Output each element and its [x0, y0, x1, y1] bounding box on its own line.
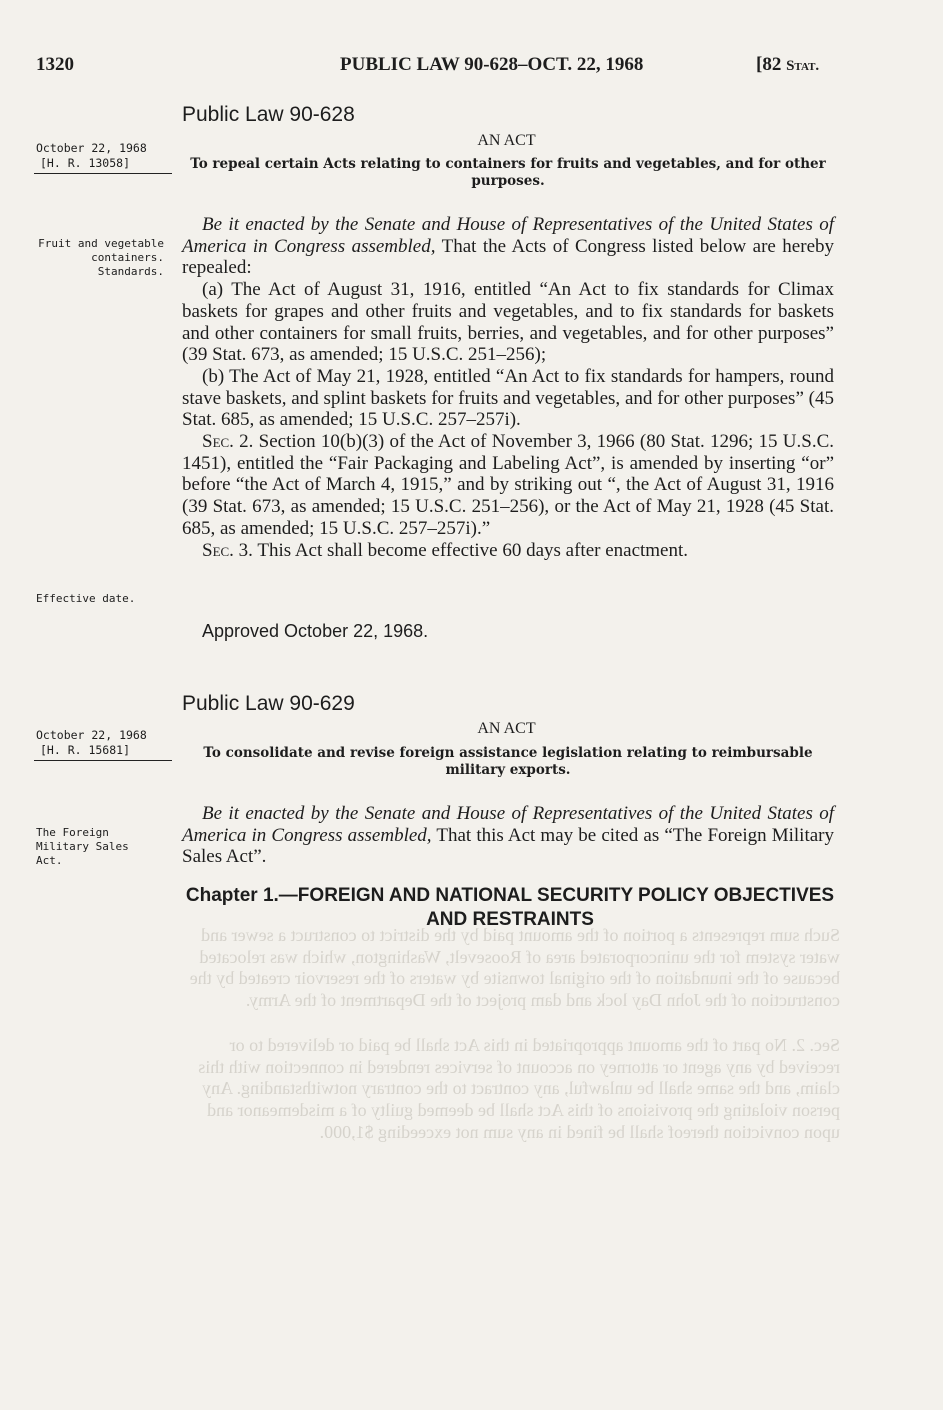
law-1-title: Public Law 90-628 [182, 103, 355, 126]
chapter-1-heading: Chapter 1.—FOREIGN AND NATIONAL SECURITY POLICY OBJECTIVES AND RESTRAINTS [185, 885, 835, 930]
law-1-approved: Approved October 22, 1968. [202, 621, 429, 641]
law-1-enacting-clause: Be it enacted by the Senate and House of Representatives of the United States of America in Congress assembled, That the Acts of Congress listed below are hereby repealed: [182, 214, 835, 279]
law-1-paragraph-b: (b) The Act of May 21, 1928, entitled “An Act to fix standards for hampers, round stave baskets, and splint baskets for fruits and vegetables, and for other purposes” (45 Stat. 685, as amended; 15 U.S.C. 257–257i). [182, 365, 834, 431]
bleed-through-text-2: Sec. 2. No part of the amount appropriated in this Act shall be paid or delivered to or received by any agent or attorney on account of services rendered in connection with this claim, and the same shall be unlawful, any contract to the contrary notwithstanding. Any person violating the provisions of this Act shall be deemed guilty of a misdemeanor and upon conviction thereof shall be fined in any sum not exceeding $1,000. [198, 1035, 840, 1142]
bleed-through-text: Such sum represents a portion of the amount paid by the district to construct a sewer and water system for the unincorporated area of Roosevelt, Washington, which was relocated because of the inundation of the original townsite by waters of the reservoir created by the construction of the John Day lock and dam project of the Department of the Army. [189, 925, 840, 1011]
law-2-bill-number: [H. R. 15681] [40, 743, 131, 757]
law-1-margin-note-standards: Fruit and vegetable containers. Standards. [38, 237, 164, 278]
law-2-title: Public Law 90-629 [182, 692, 355, 715]
law-2-an-act: AN ACT [477, 720, 536, 737]
law-1-body [182, 214, 834, 561]
law-1-margin-rule [34, 173, 172, 174]
page-number: 1320 [36, 54, 74, 75]
statute-reference: [82 Stat. [756, 54, 820, 75]
law-2-margin-note-short-title: The Foreign Military Sales Act. [36, 826, 129, 867]
law-2-enacting-clause: Be it enacted by the Senate and House of Representatives of the United States of America in Congress assembled, That this Act may be cited as “The Foreign Military Sales Act”. [182, 803, 834, 868]
law-1-purpose: To repeal certain Acts relating to containers for fruits and vegetables, and for other purposes. [190, 156, 826, 189]
running-header-title: PUBLIC LAW 90-628–OCT. 22, 1968 [340, 54, 644, 75]
law-1-paragraph-a: (a) The Act of August 31, 1916, entitled “An Act to fix standards for Climax baskets for grapes and other fruits and vegetables, and to fix standards for baskets and other containers for small fruits, berries, and vegetables, and for other purposes” (39 Stat. 673, as amended; 15 U.S.C. 251–256); [182, 279, 834, 366]
law-2-date: October 22, 1968 [36, 728, 147, 742]
law-1-an-act: AN ACT [477, 132, 536, 149]
law-1-section-3: Sec. 3. This Act shall become effective 60 days after enactment. [202, 539, 689, 561]
law-2-margin-rule [34, 760, 172, 761]
law-1-section-2: Sec. 2. Section 10(b)(3) of the Act of November 3, 1966 (80 Stat. 1296; 15 U.S.C. 1451), entitled the “Fair Packaging and Labeling Act”, is amended by inserting “or” before “the Act of March 4, 1915,” and by striking out “, the Act of August 31, 1916 (39 Stat. 673, as amended; 15 U.S.C. 251–256), or the Act of May 21, 1928 (45 Stat. 685, as amended; 15 U.S.C. 257–257i).” [182, 431, 834, 539]
law-2-body [182, 803, 834, 868]
law-2-purpose: To consolidate and revise foreign assistance legislation relating to reimbursable military exports. [203, 745, 813, 778]
law-1-date: October 22, 1968 [36, 141, 147, 155]
law-1-margin-note-effective-date: Effective date. [36, 592, 136, 605]
law-1-bill-number: [H. R. 13058] [40, 156, 131, 170]
